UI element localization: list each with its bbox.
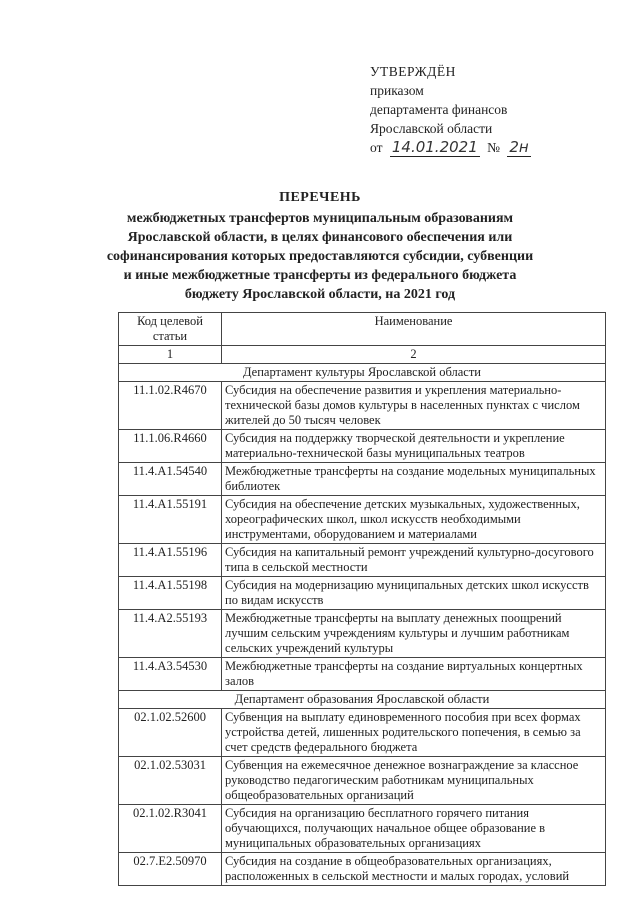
table-row [119, 496, 606, 544]
table-row [119, 853, 606, 886]
table-row [119, 544, 606, 577]
table-row [119, 610, 606, 658]
row-name: Субвенция на выплату единовременного пособия при всех формах устройства детей, лишенных родительского попечения, в семью за счет средств федерального бюджета [222, 709, 606, 757]
column-number-row [119, 346, 606, 364]
section-row [119, 364, 606, 382]
row-code: 11.4.A1.55196 [119, 544, 222, 577]
heading-line: межбюджетных трансфертов муниципальным образованиям [126, 211, 514, 226]
row-name: Субсидия на организацию бесплатного горячего питания обучающихся, получающих начальное общее образование в муниципальных образовательных организациях [222, 805, 606, 853]
section-title: Департамент образования Ярославской области [119, 691, 606, 709]
from-label: от [370, 140, 383, 155]
row-name: Межбюджетные трансферты на создание модельных муниципальных библиотек [222, 463, 606, 496]
row-code: 02.1.02.52600 [119, 709, 222, 757]
row-code: 11.4.A1.54540 [119, 463, 222, 496]
row-code: 02.7.E2.50970 [119, 853, 222, 886]
heading-line: и иные межбюджетные трансферты из федерального бюджета [123, 268, 517, 283]
transfers-table [118, 312, 606, 886]
row-name: Субвенция на ежемесячное денежное вознаграждение за классное руководство педагогическим работникам муниципальных общеобразовательных организаций [222, 757, 606, 805]
table-row [119, 577, 606, 610]
table-row [119, 709, 606, 757]
heading-line: бюджету Ярославской области, на 2021 год [184, 287, 456, 302]
table-row [119, 805, 606, 853]
table-body [119, 346, 606, 886]
section-title: Департамент культуры Ярославской области [119, 364, 606, 382]
approval-line-region: Ярославской области [370, 121, 493, 136]
approval-title: УТВЕРЖДЁН [370, 64, 456, 79]
row-name: Субсидия на поддержку творческой деятельности и укрепление материально-технической базы муниципальных театров [222, 430, 606, 463]
row-name: Субсидия на модернизацию муниципальных детских школ искусств по видам искусств [222, 577, 606, 610]
row-code: 02.1.02.53031 [119, 757, 222, 805]
number-label: № [487, 140, 501, 155]
section-row [119, 691, 606, 709]
approval-line-department: департамента финансов [370, 102, 508, 117]
table-header-row [119, 313, 606, 346]
row-code: 02.1.02.R3041 [119, 805, 222, 853]
approval-line-order: приказом [370, 83, 424, 98]
row-name: Субсидия на создание в общеобразовательных организациях, расположенных в сельской местности и малых городах, условий [222, 853, 606, 886]
row-name: Субсидия на обеспечение детских музыкальных, художественных, хореографических школ, школ искусств необходимыми инструментами, оборудованием и материалами [222, 496, 606, 544]
handwritten-number: 2н [509, 138, 529, 156]
heading-line: софинансирования которых предоставляются субсидии, субвенции [106, 249, 534, 264]
row-code: 11.1.06.R4660 [119, 430, 222, 463]
table-row [119, 463, 606, 496]
table-row [119, 658, 606, 691]
row-name: Межбюджетные трансферты на выплату денежных поощрений лучшим сельским учреждениям культуры и лучшим работникам сельских учреждений культуры [222, 610, 606, 658]
row-name: Субсидия на капитальный ремонт учреждений культурно-досугового типа в сельской местности [222, 544, 606, 577]
handwritten-date: 14.01.2021 [391, 138, 478, 156]
row-code: 11.4.A3.54530 [119, 658, 222, 691]
column-number-code: 1 [119, 346, 222, 364]
approval-date-number-row [370, 138, 531, 157]
row-name: Субсидия на обеспечение развития и укрепления материально-технической базы домов культуры в населенных пунктах с числом жителей до 50 тысяч человек [222, 382, 606, 430]
row-code: 11.4.A1.55191 [119, 496, 222, 544]
row-code: 11.4.A1.55198 [119, 577, 222, 610]
row-name: Межбюджетные трансферты на создание виртуальных концертных залов [222, 658, 606, 691]
column-header-name: Наименование [222, 313, 606, 346]
table-row [119, 430, 606, 463]
column-number-name: 2 [222, 346, 606, 364]
heading-line: Ярославской области, в целях финансового обеспечения или [127, 230, 513, 245]
document-heading [0, 188, 640, 304]
column-header-code: Код целевой статьи [119, 313, 222, 346]
table-row [119, 382, 606, 430]
heading-title: ПЕРЕЧЕНЬ [279, 190, 361, 205]
row-code: 11.4.A2.55193 [119, 610, 222, 658]
approval-block [370, 62, 531, 157]
table-row [119, 757, 606, 805]
row-code: 11.1.02.R4670 [119, 382, 222, 430]
